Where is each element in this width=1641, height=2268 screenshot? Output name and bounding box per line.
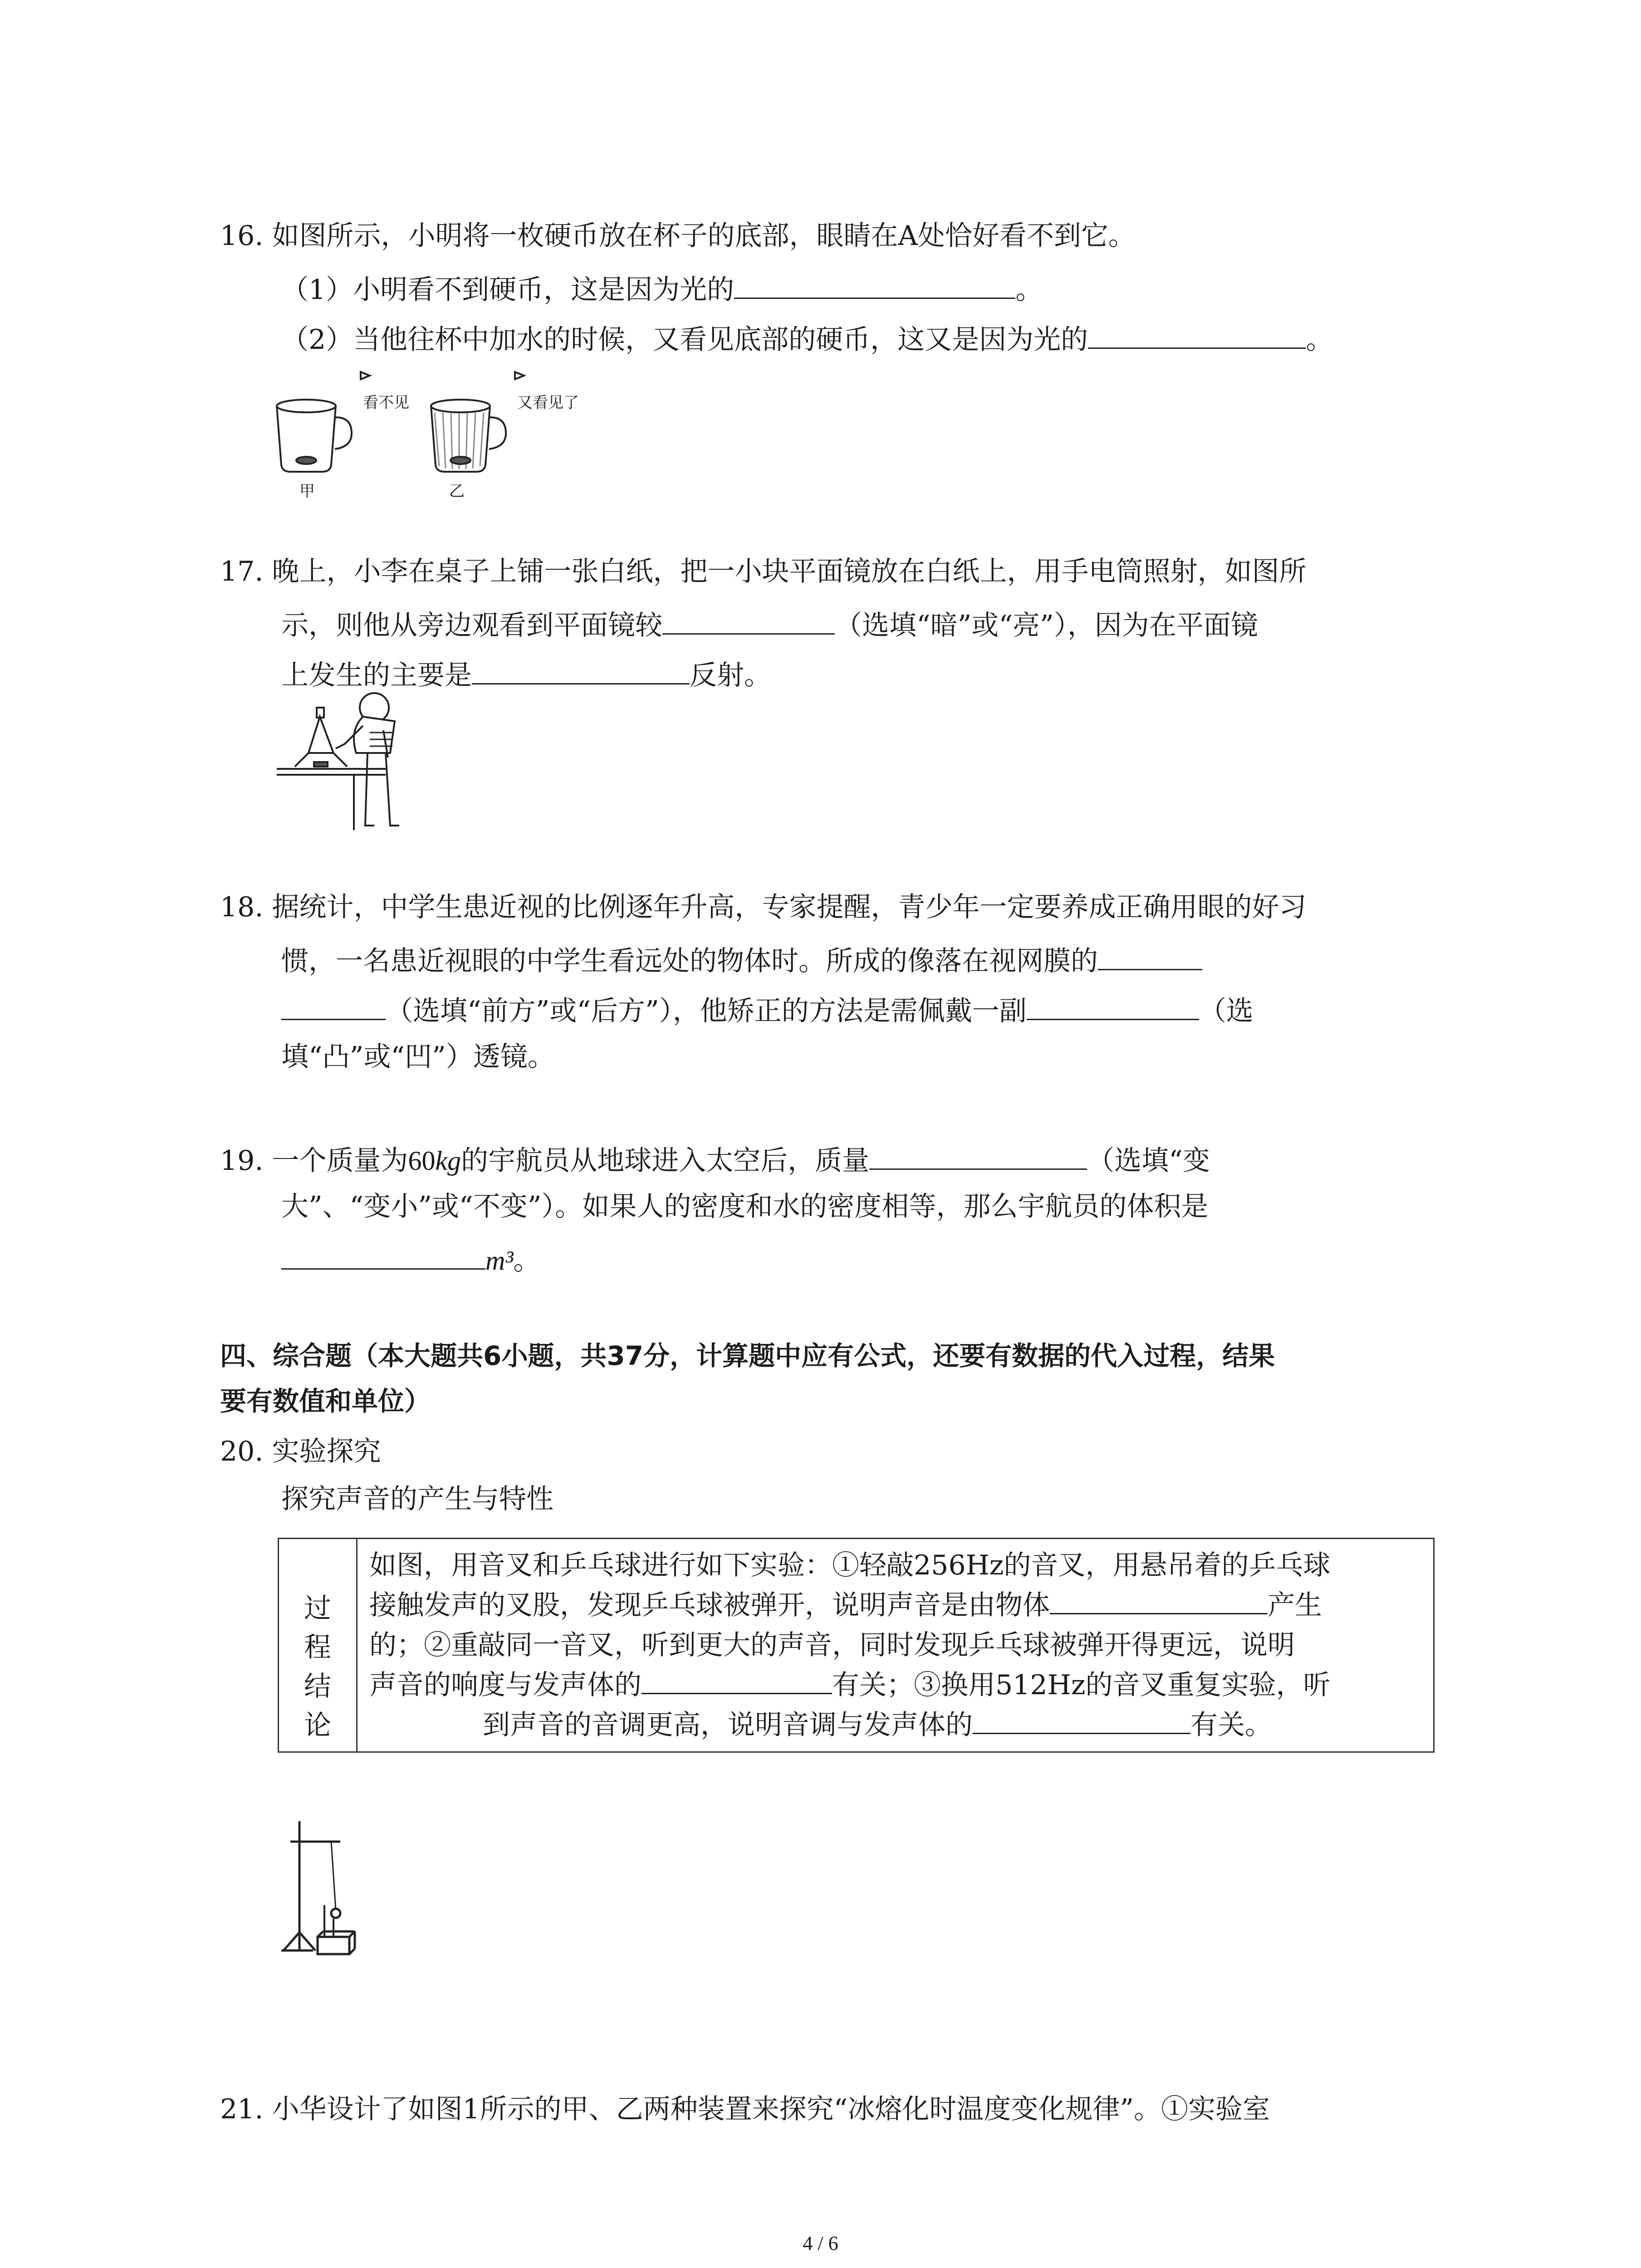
q20-content-line2: 接触发声的叉股，发现乒乓球被弹开，说明声音是由物体 产生 (369, 1585, 1421, 1625)
q20-process-conclusion (357, 1539, 1434, 1752)
q18-line1: 18. 据统计，中学生患近视的比例逐年升高，专家提醒，青少年一定要养成正确用眼的好习 (220, 891, 1307, 923)
q20-subtitle: 探究声音的产生与特性 (281, 1483, 554, 1515)
q20-content-line4: 声音的响度与发声体的 有关；③换用512Hz的音叉重复实验，听 (369, 1665, 1421, 1705)
q19-blank1[interactable] (869, 1143, 1087, 1170)
q17-line2: 示，则他从旁边观看到平面镜较 （选填“暗”或“亮”），因为在平面镜 (281, 608, 1258, 639)
q17-blank1[interactable] (662, 608, 835, 635)
q17-blank2[interactable] (472, 658, 690, 684)
q20-blank2[interactable] (642, 1667, 832, 1694)
q17-line3: 上发生的主要是 反射。 (281, 658, 771, 689)
section4-heading-line2: 要有数值和单位） (220, 1386, 431, 1417)
q19-line2: 大”、“变小”或“不变”）。如果人的密度和水的密度相等，那么宇航员的体积是 (281, 1191, 1209, 1222)
q18-blank1-start[interactable] (1098, 943, 1202, 970)
q16-label-jia: 甲 (299, 482, 315, 500)
q18-line3: （选填“前方”或“后方”），他矫正的方法是需佩戴一副 （选 (281, 993, 1254, 1025)
q20-content-line1: 如图，用音叉和乒乓球进行如下实验：①轻敲256Hz的音叉，用悬吊着的乒乓球 (369, 1549, 1331, 1581)
q16-part1: （1）小明看不到硬币，这是因为光的 。 (281, 272, 1043, 303)
q20-title: 20. 实验探究 (220, 1436, 381, 1467)
q16-blank2[interactable] (1088, 322, 1306, 349)
q16-label-kanbujian: 看不见 (363, 394, 409, 412)
q16-cups-figure (268, 363, 585, 499)
q20-tuning-fork-figure (272, 1814, 381, 1960)
cup-yi (431, 400, 506, 472)
q16-label-yi: 乙 (449, 482, 465, 500)
q18-blank1-end[interactable] (281, 993, 386, 1020)
q17-flashlight-figure (277, 689, 422, 835)
q20-blank3[interactable] (973, 1707, 1190, 1734)
cup-jia (277, 400, 352, 472)
q16-part2: （2）当他往杯中加水的时候，又看见底部的硬币，这又是因为光的 。 (281, 322, 1333, 353)
q19-blank2[interactable] (281, 1243, 485, 1270)
q20-row-label: 过 程 结 论 (279, 1539, 357, 1752)
page-number: 4 / 6 (803, 2232, 838, 2254)
eye-icon-right (515, 372, 524, 379)
q16-label-youkanjian: 又看见了 (517, 394, 579, 412)
q18-line2: 惯，一名患近视眼的中学生看远处的物体时。所成的像落在视网膜的 (281, 943, 1202, 975)
section4-heading-line1: 四、综合题（本大题共6小题，共37分，计算题中应有公式，还要有数据的代入过程，结果 (220, 1340, 1275, 1371)
q18-line4: 填“凸”或“凹”）透镜。 (281, 1041, 555, 1073)
q18-blank2[interactable] (1027, 993, 1199, 1020)
q19-line3: m³。 (281, 1243, 540, 1274)
q21-line1: 21. 小华设计了如图1所示的甲、乙两种装置来探究“冰熔化时温度变化规律”。①实验室 (220, 2093, 1270, 2125)
q20-content-line5: 到声音的音调更高，说明音调与发声体的 有关。 (369, 1705, 1421, 1745)
q16-stem: 16. 如图所示，小明将一枚硬币放在杯子的底部，眼睛在A处恰好看不到它。 (220, 220, 1136, 252)
q20-blank1[interactable] (1050, 1588, 1268, 1614)
q20-experiment-table (278, 1538, 1435, 1753)
q17-line1: 17. 晚上，小李在桌子上铺一张白纸，把一小块平面镜放在白纸上，用手电筒照射，如图所 (220, 556, 1307, 587)
q20-content-line3: 的；②重敲同一音叉，听到更大的声音，同时发现乒乓球被弹开得更远，说明 (369, 1629, 1295, 1661)
eye-icon-left (361, 372, 370, 379)
q19-line1: 19. 一个质量为60kg的宇航员从地球进入太空后，质量 （选填“变 (220, 1143, 1210, 1174)
q16-blank1[interactable] (734, 272, 1015, 299)
